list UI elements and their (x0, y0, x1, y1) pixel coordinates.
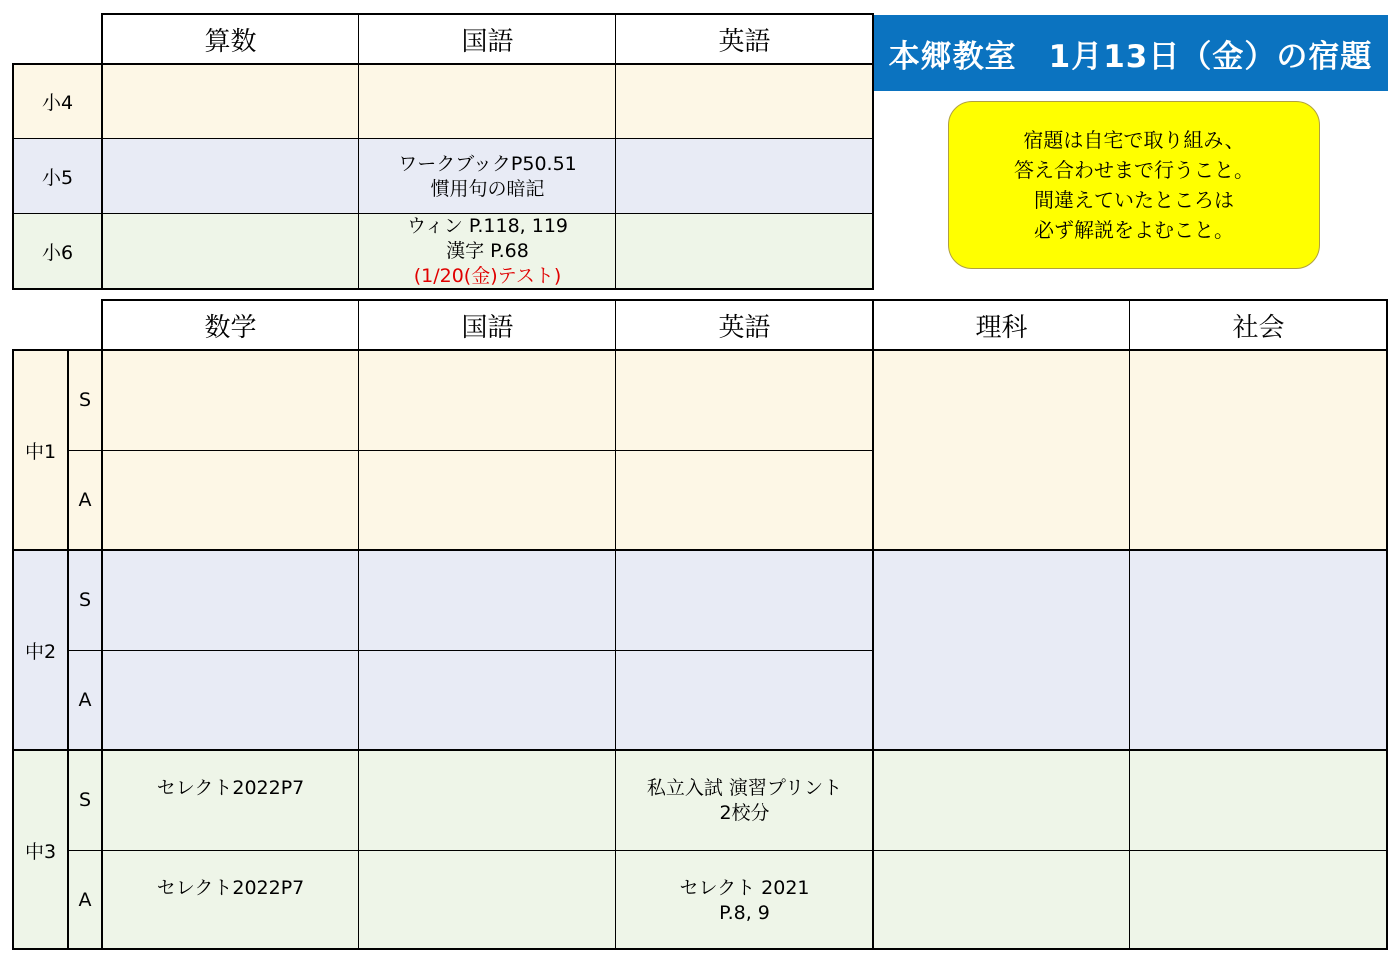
grid-line (12, 349, 1388, 351)
class-label: A (78, 489, 92, 511)
grid-line (101, 13, 103, 290)
grid-line (12, 749, 1388, 751)
grid-line (67, 349, 69, 950)
grid-line (12, 349, 14, 950)
grid-line (12, 213, 874, 214)
grid-line (12, 63, 14, 290)
homework-cell: ワークブックP50.51 慣用句の暗記 (398, 152, 577, 200)
header-shakai: 社会 (1232, 312, 1285, 343)
grid-line (615, 299, 616, 950)
grade-label: 小6 (41, 242, 74, 264)
header-kokugo: 国語 (461, 312, 514, 343)
grade-label: 中3 (24, 840, 57, 863)
note-line: 間違えていたところは (1034, 188, 1234, 212)
test-note: (1/20(金)テスト) (413, 265, 562, 287)
grade-label: 小5 (41, 167, 74, 189)
class-label: A (78, 889, 92, 911)
grid-line (101, 13, 874, 15)
grid-line (1129, 299, 1130, 950)
grid-line (12, 948, 1388, 950)
grid-line (615, 13, 616, 290)
grid-line (68, 850, 1388, 851)
header-rika: 理科 (975, 312, 1028, 343)
grid-line (872, 299, 874, 950)
grade-label: 中2 (24, 640, 57, 663)
header-eigo: 英語 (718, 312, 771, 343)
note-line: 答え合わせまで行うこと。 (1014, 158, 1254, 182)
grid-line (68, 450, 873, 451)
homework-cell: セレクト 2021 P.8, 9 (679, 877, 810, 924)
grid-line (872, 13, 874, 290)
note-line: 必ず解説をよむこと。 (1034, 218, 1234, 242)
class-label: S (78, 589, 92, 611)
class-label: A (78, 689, 92, 711)
homework-cell: セレクト2022P7 (156, 777, 305, 799)
grid-line (12, 288, 874, 290)
note-line: 宿題は自宅で取り組み、 (1023, 128, 1245, 152)
page-title: 本郷教室 1月13日（金）の宿題 (873, 15, 1388, 91)
homework-cell: 私立入試 演習プリント 2校分 (646, 777, 843, 824)
homework-text: ウィン P.118, 119 漢字 P.68 (406, 215, 569, 262)
grid-line (12, 138, 874, 139)
grid-line (1386, 299, 1388, 950)
class-label: S (78, 389, 92, 411)
header-sansu: 算数 (204, 26, 257, 57)
grid-line (12, 549, 1388, 551)
grid-line (101, 299, 1388, 301)
header-kokugo: 国語 (461, 26, 514, 57)
instruction-note (948, 101, 1320, 269)
row-bg-sho4 (13, 64, 873, 139)
homework-cell (359, 214, 616, 289)
grid-line (68, 650, 873, 651)
header-eigo: 英語 (718, 26, 771, 57)
grade-label: 小4 (41, 92, 74, 114)
class-label: S (78, 789, 92, 811)
grid-line (358, 299, 359, 950)
header-sugaku: 数学 (204, 312, 257, 343)
grade-label: 中1 (24, 440, 57, 463)
homework-cell: セレクト2022P7 (156, 877, 305, 899)
grid-line (101, 299, 103, 950)
grid-line (358, 13, 359, 290)
grid-line (12, 63, 874, 65)
